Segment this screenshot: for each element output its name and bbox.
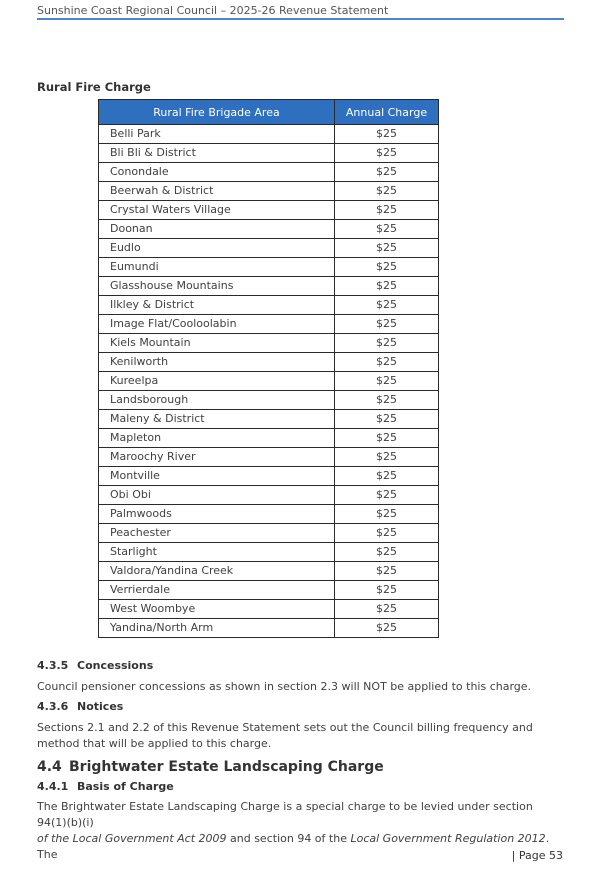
annual-charge-cell: $25 bbox=[335, 258, 439, 277]
table-row bbox=[99, 334, 439, 353]
annual-charge-cell: $25 bbox=[335, 315, 439, 334]
annual-charge-cell: $25 bbox=[335, 619, 439, 638]
annual-charge-cell: $25 bbox=[335, 505, 439, 524]
brigade-area-cell: West Woombye bbox=[99, 600, 335, 619]
table-row bbox=[99, 125, 439, 144]
table-row bbox=[99, 524, 439, 543]
brigade-area-cell: Obi Obi bbox=[99, 486, 335, 505]
brigade-area-cell: Maroochy River bbox=[99, 448, 335, 467]
basis-text bbox=[37, 799, 562, 863]
table-row bbox=[99, 562, 439, 581]
brigade-area-cell: Glasshouse Mountains bbox=[99, 277, 335, 296]
table-row bbox=[99, 163, 439, 182]
notices-number: 4.3.6 bbox=[37, 700, 69, 713]
annual-charge-cell: $25 bbox=[335, 182, 439, 201]
annual-charge-cell: $25 bbox=[335, 543, 439, 562]
table-row bbox=[99, 353, 439, 372]
brigade-area-cell: Kenilworth bbox=[99, 353, 335, 372]
annual-charge-cell: $25 bbox=[335, 524, 439, 543]
brigade-area-cell: Kiels Mountain bbox=[99, 334, 335, 353]
brightwater-heading bbox=[37, 759, 384, 775]
table-row bbox=[99, 467, 439, 486]
table-row bbox=[99, 144, 439, 163]
annual-charge-cell: $25 bbox=[335, 125, 439, 144]
table-row bbox=[99, 296, 439, 315]
basis-heading bbox=[37, 780, 174, 793]
brigade-area-cell: Image Flat/Cooloolabin bbox=[99, 315, 335, 334]
annual-charge-cell: $25 bbox=[335, 391, 439, 410]
table-row bbox=[99, 543, 439, 562]
act-reference: of the Local Government Act 2009 bbox=[37, 832, 227, 845]
concessions-heading bbox=[37, 659, 153, 672]
rural-fire-charge-table bbox=[98, 99, 439, 638]
annual-charge-cell: $25 bbox=[335, 220, 439, 239]
table-row bbox=[99, 600, 439, 619]
brigade-area-cell: Mapleton bbox=[99, 429, 335, 448]
annual-charge-cell: $25 bbox=[335, 239, 439, 258]
brigade-area-cell: Palmwoods bbox=[99, 505, 335, 524]
table-row bbox=[99, 201, 439, 220]
basis-text-end: . The bbox=[37, 832, 550, 861]
brigade-area-cell: Maleny & District bbox=[99, 410, 335, 429]
section-title: Rural Fire Charge bbox=[37, 80, 151, 94]
table-row bbox=[99, 429, 439, 448]
annual-charge-cell: $25 bbox=[335, 581, 439, 600]
basis-text-connector: and section 94 of the bbox=[226, 832, 351, 845]
table-row bbox=[99, 277, 439, 296]
table-row bbox=[99, 448, 439, 467]
brightwater-number: 4.4 bbox=[37, 759, 62, 775]
annual-charge-cell: $25 bbox=[335, 201, 439, 220]
table-row bbox=[99, 581, 439, 600]
annual-charge-cell: $25 bbox=[335, 467, 439, 486]
running-header: Sunshine Coast Regional Council – 2025-26 Revenue Statement bbox=[37, 4, 389, 17]
basis-text-line-1: The Brightwater Estate Landscaping Charge is a special charge to be levied under section 94(1)(b)(i) bbox=[37, 800, 533, 829]
table-row bbox=[99, 505, 439, 524]
notices-text: Sections 2.1 and 2.2 of this Revenue Statement sets out the Council billing frequency and method that will be applied to this charge. bbox=[37, 721, 533, 750]
brigade-area-cell: Eudlo bbox=[99, 239, 335, 258]
brigade-area-cell: Peachester bbox=[99, 524, 335, 543]
annual-charge-cell: $25 bbox=[335, 277, 439, 296]
regulation-reference: Local Government Regulation 2012 bbox=[350, 832, 546, 845]
brigade-area-cell: Beerwah & District bbox=[99, 182, 335, 201]
table-row bbox=[99, 486, 439, 505]
brigade-area-cell: Kureelpa bbox=[99, 372, 335, 391]
brigade-area-cell: Doonan bbox=[99, 220, 335, 239]
annual-charge-cell: $25 bbox=[335, 334, 439, 353]
table-header-row bbox=[99, 100, 439, 125]
brightwater-title: Brightwater Estate Landscaping Charge bbox=[69, 759, 384, 775]
brigade-area-cell: Landsborough bbox=[99, 391, 335, 410]
annual-charge-cell: $25 bbox=[335, 429, 439, 448]
table-row bbox=[99, 258, 439, 277]
brigade-area-cell: Montville bbox=[99, 467, 335, 486]
annual-charge-cell: $25 bbox=[335, 353, 439, 372]
annual-charge-cell: $25 bbox=[335, 372, 439, 391]
brigade-area-cell: Valdora/Yandina Creek bbox=[99, 562, 335, 581]
basis-title: Basis of Charge bbox=[77, 780, 174, 793]
table-row bbox=[99, 315, 439, 334]
brigade-area-cell: Eumundi bbox=[99, 258, 335, 277]
table-row bbox=[99, 182, 439, 201]
annual-charge-cell: $25 bbox=[335, 448, 439, 467]
header-rule bbox=[37, 18, 564, 20]
annual-charge-cell: $25 bbox=[335, 144, 439, 163]
annual-charge-cell: $25 bbox=[335, 562, 439, 581]
notices-title: Notices bbox=[77, 700, 124, 713]
table-row bbox=[99, 239, 439, 258]
annual-charge-cell: $25 bbox=[335, 486, 439, 505]
basis-number: 4.4.1 bbox=[37, 780, 69, 793]
table-body bbox=[99, 125, 439, 638]
brigade-area-cell: Starlight bbox=[99, 543, 335, 562]
brigade-area-cell: Yandina/North Arm bbox=[99, 619, 335, 638]
column-header-area: Rural Fire Brigade Area bbox=[99, 100, 335, 125]
brigade-area-cell: Ilkley & District bbox=[99, 296, 335, 315]
brigade-area-cell: Belli Park bbox=[99, 125, 335, 144]
concessions-title: Concessions bbox=[77, 659, 154, 672]
annual-charge-cell: $25 bbox=[335, 296, 439, 315]
brigade-area-cell: Bli Bli & District bbox=[99, 144, 335, 163]
notices-heading bbox=[37, 700, 123, 713]
table-row bbox=[99, 410, 439, 429]
concessions-text: Council pensioner concessions as shown in section 2.3 will NOT be applied to this charge. bbox=[37, 680, 532, 693]
table-row bbox=[99, 372, 439, 391]
annual-charge-cell: $25 bbox=[335, 410, 439, 429]
table-row bbox=[99, 391, 439, 410]
column-header-charge: Annual Charge bbox=[335, 100, 439, 125]
annual-charge-cell: $25 bbox=[335, 600, 439, 619]
concessions-number: 4.3.5 bbox=[37, 659, 69, 672]
brigade-area-cell: Conondale bbox=[99, 163, 335, 182]
brigade-area-cell: Crystal Waters Village bbox=[99, 201, 335, 220]
annual-charge-cell: $25 bbox=[335, 163, 439, 182]
page-number: | Page 53 bbox=[511, 849, 563, 862]
table-row bbox=[99, 220, 439, 239]
table-row bbox=[99, 619, 439, 638]
brigade-area-cell: Verrierdale bbox=[99, 581, 335, 600]
